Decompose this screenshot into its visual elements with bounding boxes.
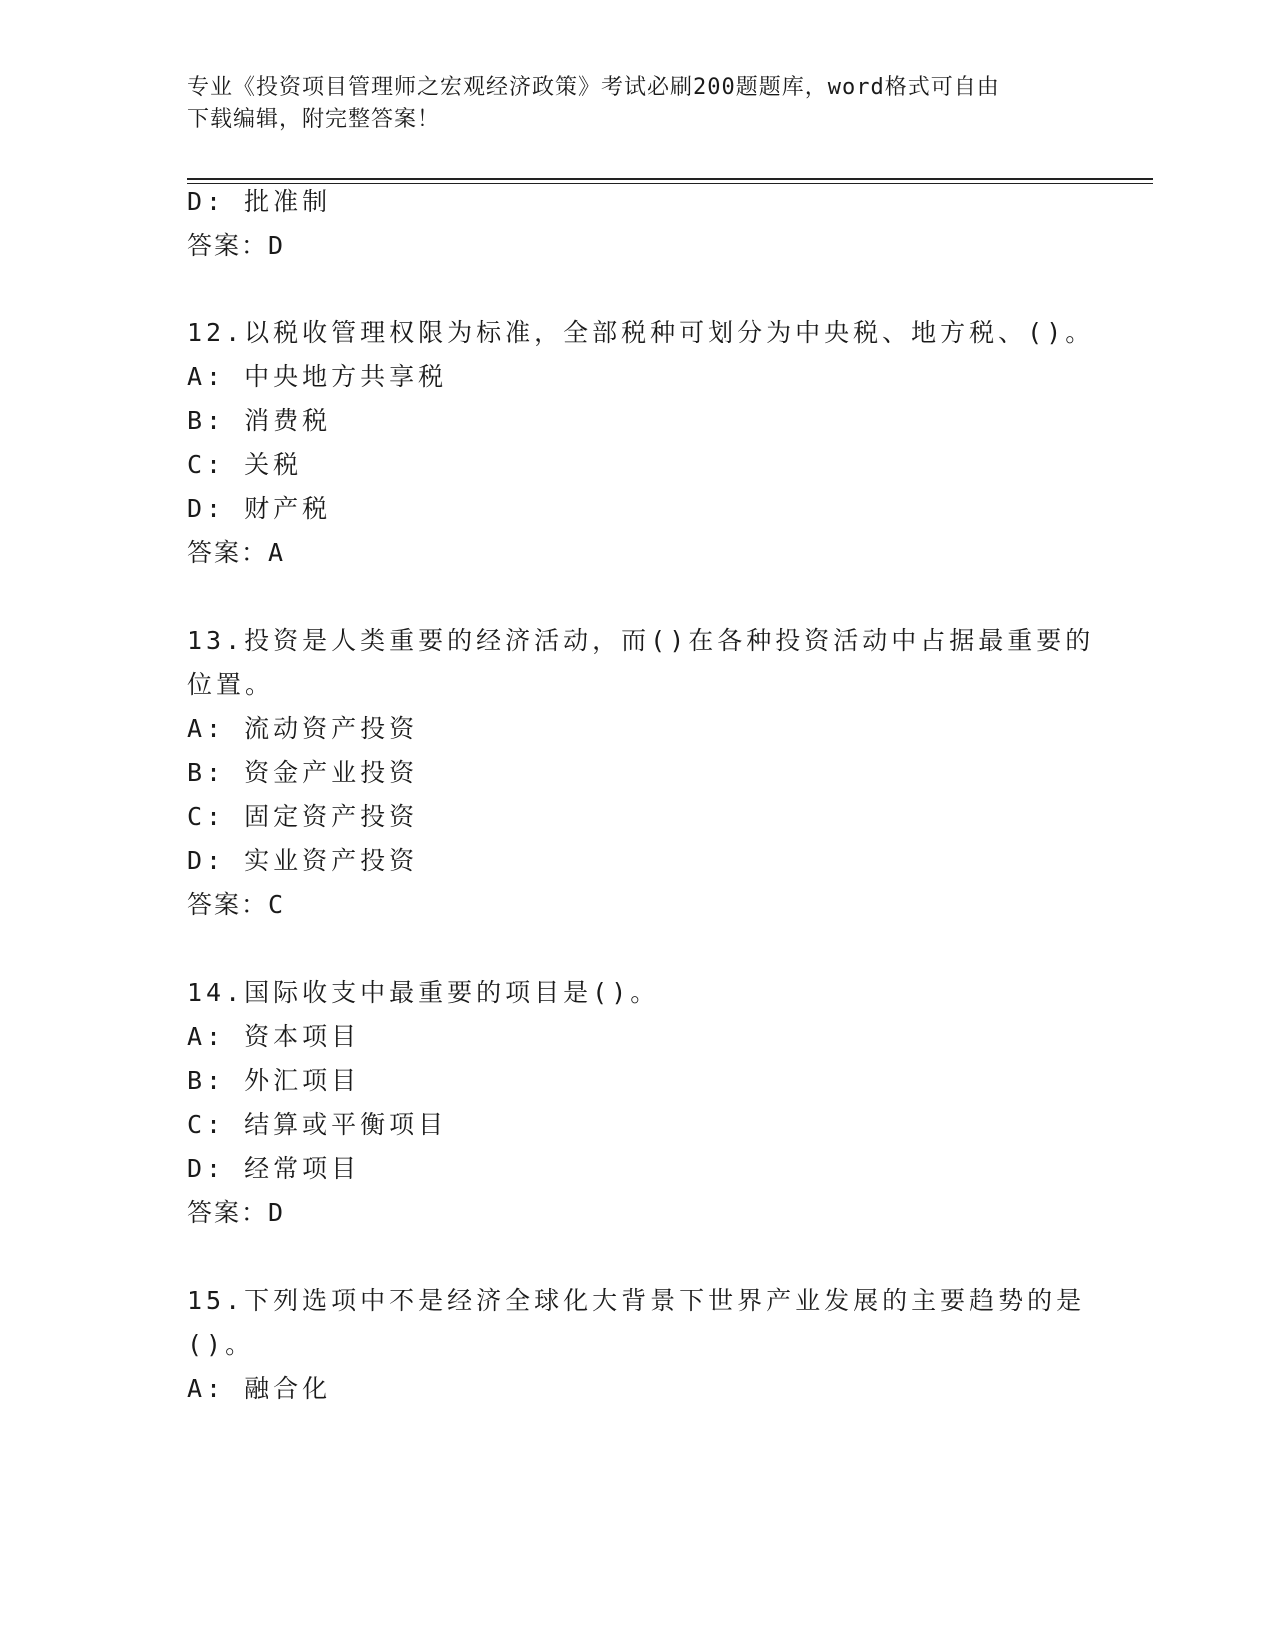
- q14-option-c: C: 结算或平衡项目: [187, 1110, 448, 1139]
- header-line-1: 专业《投资项目管理师之宏观经济政策》考试必刷200题题库，word格式可自由: [187, 75, 1000, 100]
- q12-answer: 答案：A: [187, 538, 286, 567]
- prev-answer: 答案：D: [187, 231, 286, 260]
- q12-option-a: A: 中央地方共享税: [187, 362, 448, 391]
- q15-stem-line-1: 15.下列选项中不是经济全球化大背景下世界产业发展的主要趋势的是: [187, 1286, 1086, 1315]
- q13-option-a: A: 流动资产投资: [187, 714, 419, 743]
- q15-option-a: A: 融合化: [187, 1374, 332, 1403]
- header-rule-thin: [187, 183, 1153, 184]
- q15-stem-line-2: ()。: [187, 1330, 255, 1359]
- q13-answer: 答案：C: [187, 890, 286, 919]
- q13-option-c: C: 固定资产投资: [187, 802, 419, 831]
- q14-option-b: B: 外汇项目: [187, 1066, 361, 1095]
- q14-option-d: D: 经常项目: [187, 1154, 361, 1183]
- q12-stem: 12.以税收管理权限为标准，全部税种可划分为中央税、地方税、()。: [187, 318, 1095, 347]
- header-text: [187, 72, 1087, 136]
- header-line-2: 下载编辑，附完整答案！: [187, 107, 441, 132]
- q12-option-b: B: 消费税: [187, 406, 332, 435]
- prev-option-d: D: 批准制: [187, 187, 332, 216]
- q12-option-d: D: 财产税: [187, 494, 332, 523]
- q12-option-c: C: 关税: [187, 450, 303, 479]
- q13-option-d: D: 实业资产投资: [187, 846, 419, 875]
- q14-answer: 答案：D: [187, 1198, 286, 1227]
- q13-option-b: B: 资金产业投资: [187, 758, 419, 787]
- q14-stem: 14.国际收支中最重要的项目是()。: [187, 978, 660, 1007]
- q14-option-a: A: 资本项目: [187, 1022, 361, 1051]
- header-rule-thick: [187, 178, 1153, 180]
- q13-stem-line-1: 13.投资是人类重要的经济活动，而()在各种投资活动中占据最重要的: [187, 626, 1095, 655]
- q13-stem-line-2: 位置。: [187, 670, 275, 699]
